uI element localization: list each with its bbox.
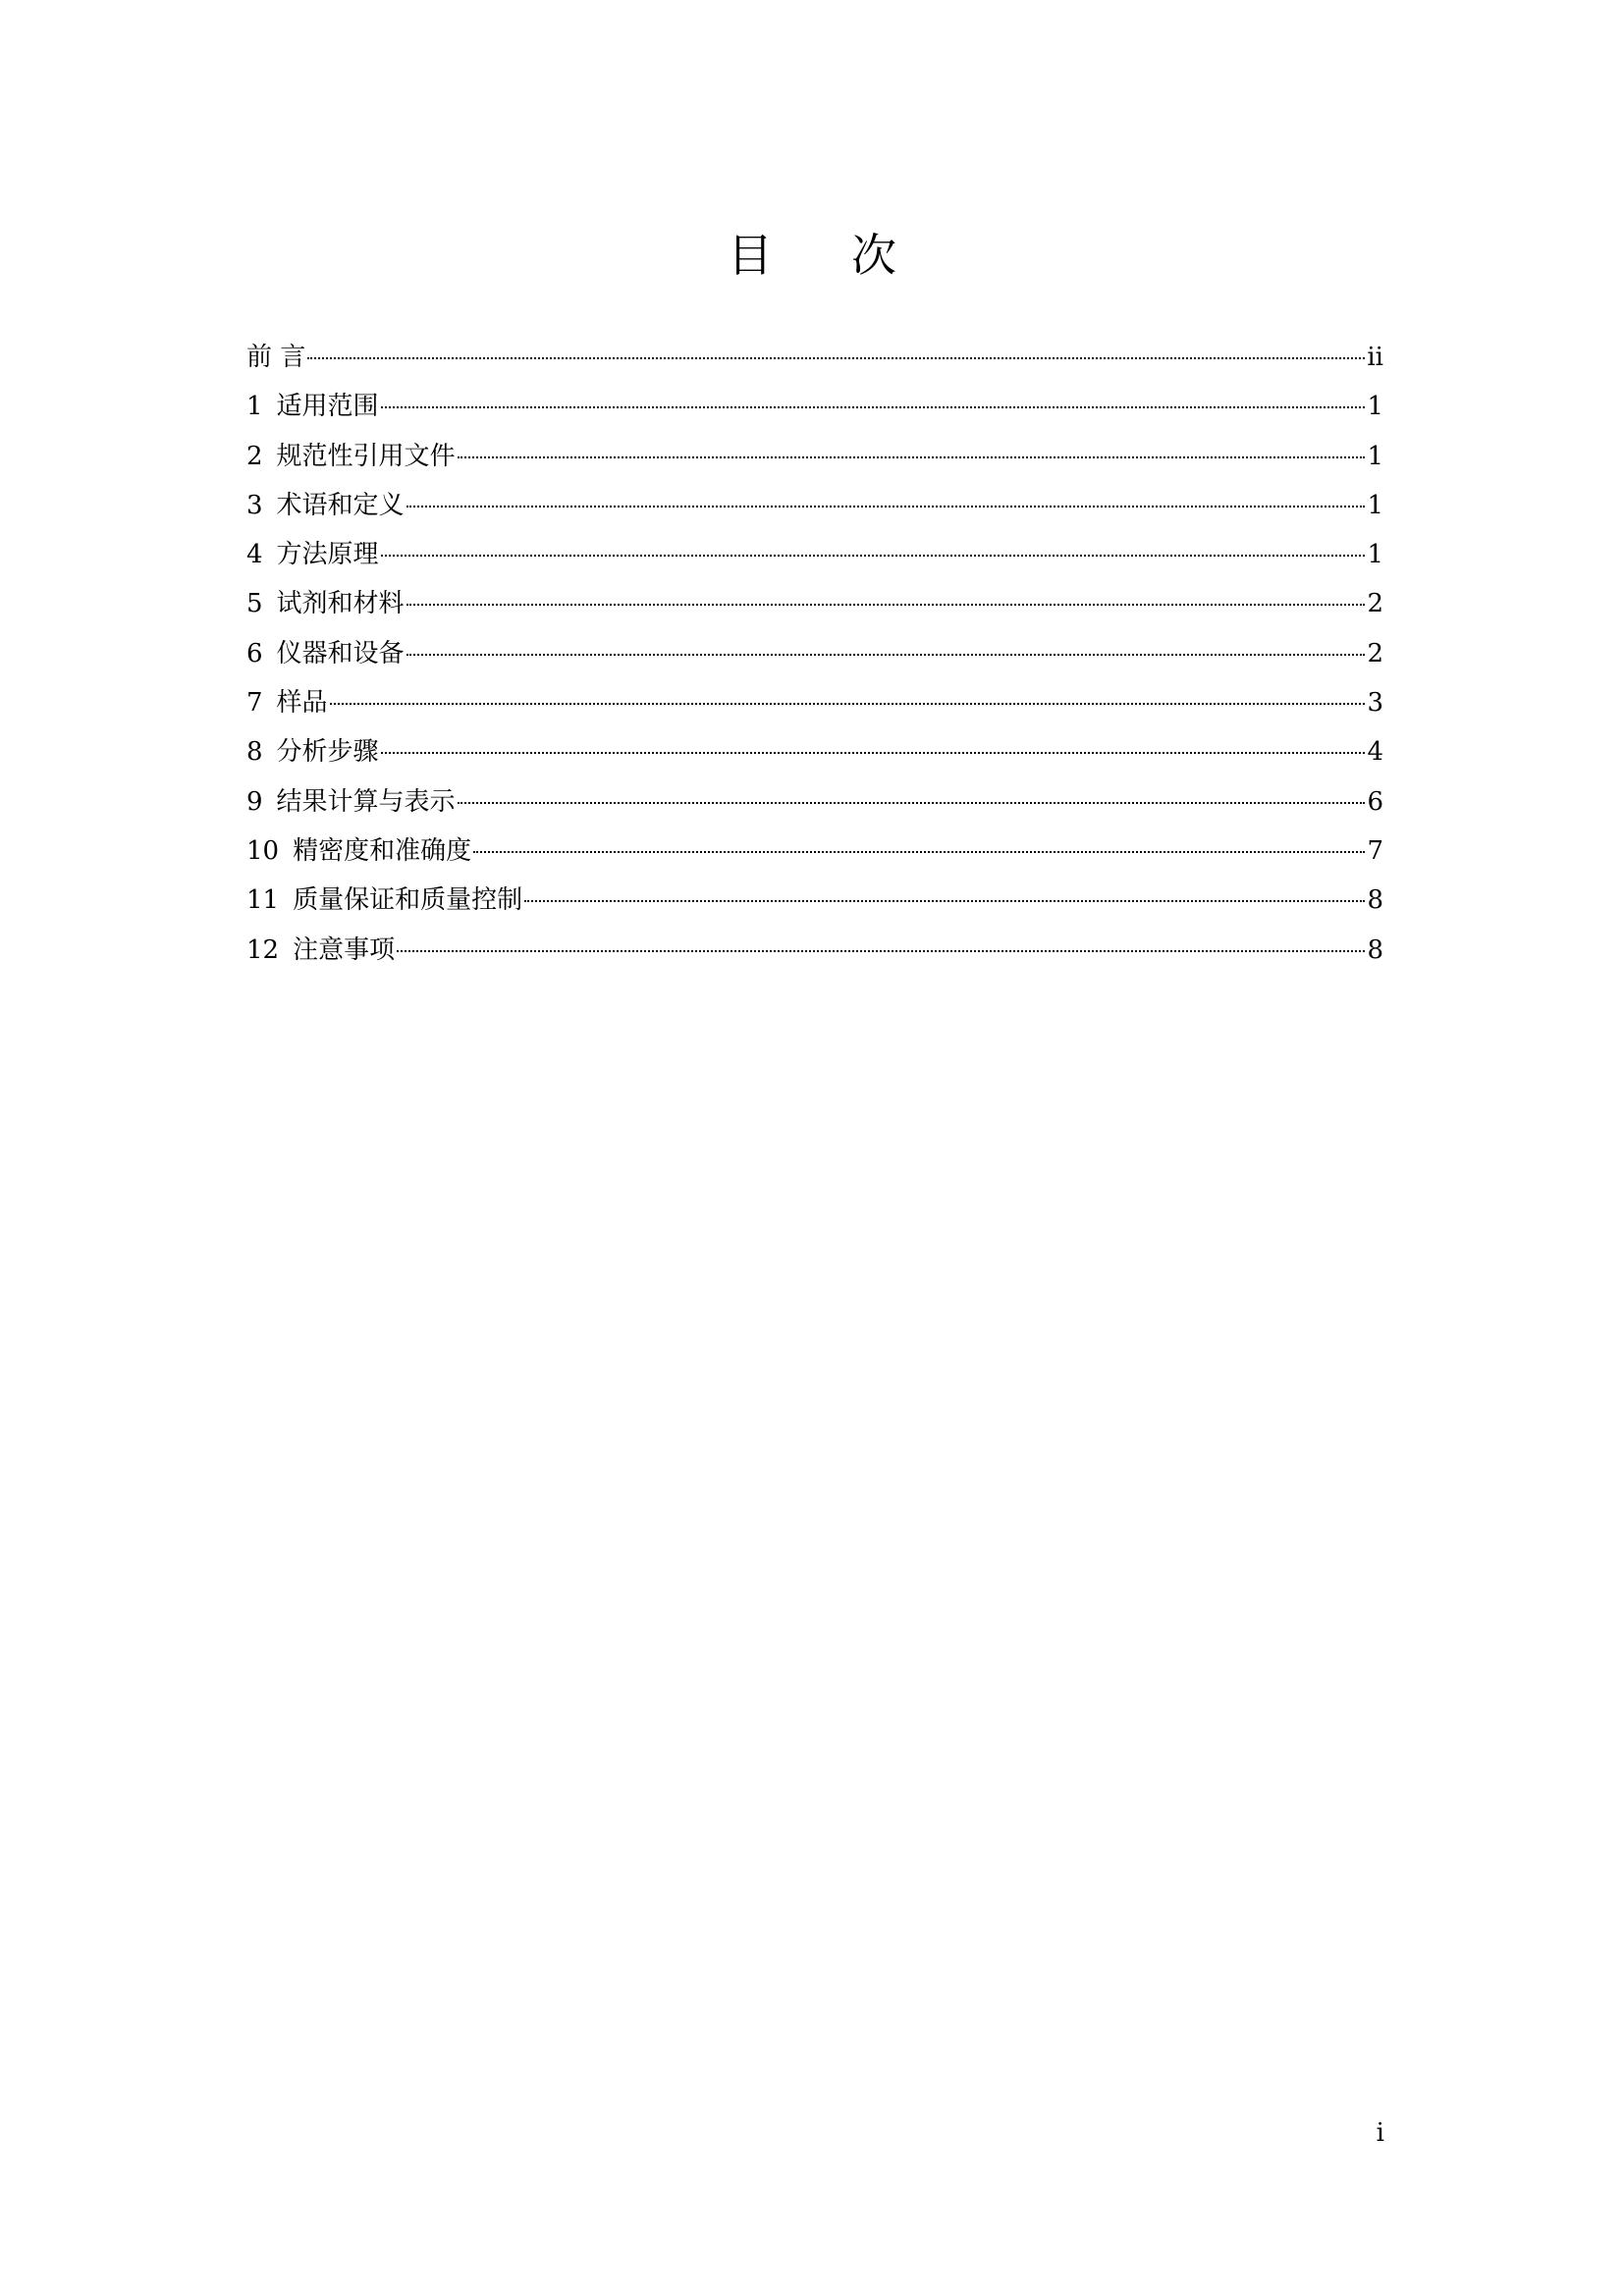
- toc-entry-number: 8: [246, 737, 263, 768]
- toc-entry-title: 规范性引用文件: [276, 441, 456, 471]
- toc-entry-page: 2: [1367, 638, 1383, 668]
- toc-entry-page: 6: [1367, 786, 1383, 817]
- toc-entry-number: 12: [246, 934, 280, 965]
- toc-entry-number: 11: [246, 885, 280, 916]
- toc-entry-6[interactable]: [246, 629, 1383, 678]
- toc-entry-title: 术语和定义: [276, 490, 405, 520]
- toc-entry-title: 精密度和准确度: [293, 835, 472, 866]
- toc-entry-number: 7: [246, 688, 263, 719]
- dot-leader: [406, 654, 1366, 656]
- dot-leader: [473, 851, 1365, 853]
- page-title: [0, 226, 1624, 285]
- dot-leader: [381, 406, 1366, 408]
- toc-entry-number: 9: [246, 786, 263, 817]
- toc-entry-title: 前 言: [246, 343, 306, 372]
- page-title-part2: 次: [851, 229, 896, 282]
- dot-leader: [330, 703, 1366, 705]
- toc-entry-page: 1: [1367, 490, 1383, 520]
- toc-entry-page: 1: [1367, 540, 1383, 570]
- toc-entry-11[interactable]: [246, 876, 1383, 925]
- toc-entry-page: 7: [1367, 835, 1383, 866]
- toc-entry-page: 8: [1367, 934, 1383, 965]
- toc-entry-7[interactable]: [246, 678, 1383, 727]
- dot-leader: [381, 752, 1366, 754]
- toc-entry-number: 1: [246, 392, 263, 422]
- toc-entry-page: ii: [1367, 343, 1383, 372]
- dot-leader: [458, 456, 1366, 458]
- toc-entry-foreword[interactable]: [246, 333, 1383, 382]
- toc-entry-5[interactable]: [246, 579, 1383, 628]
- dot-leader: [307, 357, 1365, 359]
- toc-entry-number: 2: [246, 441, 263, 471]
- toc-entry-1[interactable]: [246, 382, 1383, 431]
- toc-entry-title: 仪器和设备: [276, 638, 405, 668]
- toc-entry-title: 注意事项: [293, 934, 396, 965]
- toc-entry-9[interactable]: [246, 777, 1383, 827]
- table-of-contents: [246, 333, 1383, 975]
- toc-entry-page: 1: [1367, 392, 1383, 422]
- toc-entry-title: 分析步骤: [276, 737, 379, 768]
- page-title-part1: 目: [728, 229, 773, 282]
- toc-entry-title: 质量保证和质量控制: [293, 885, 523, 916]
- dot-leader: [406, 604, 1366, 606]
- toc-entry-12[interactable]: [246, 926, 1383, 975]
- toc-entry-3[interactable]: [246, 481, 1383, 530]
- toc-entry-title: 结果计算与表示: [276, 786, 456, 817]
- toc-entry-page: 1: [1367, 441, 1383, 471]
- toc-entry-number: 3: [246, 490, 263, 520]
- footer-page-number: i: [1376, 2118, 1384, 2148]
- toc-entry-page: 2: [1367, 589, 1383, 619]
- toc-entry-title: 试剂和材料: [276, 589, 405, 619]
- toc-entry-title: 方法原理: [276, 540, 379, 570]
- toc-entry-title: 样品: [276, 688, 328, 719]
- toc-entry-title: 适用范围: [276, 392, 379, 422]
- toc-entry-page: 3: [1367, 688, 1383, 719]
- toc-entry-8[interactable]: [246, 727, 1383, 776]
- toc-entry-10[interactable]: [246, 827, 1383, 876]
- toc-entry-page: 8: [1367, 885, 1383, 916]
- dot-leader: [406, 506, 1366, 507]
- dot-leader: [397, 950, 1365, 952]
- toc-entry-4[interactable]: [246, 530, 1383, 579]
- toc-entry-number: 10: [246, 835, 280, 866]
- toc-entry-number: 6: [246, 638, 263, 668]
- dot-leader: [381, 555, 1366, 557]
- toc-entry-number: 4: [246, 540, 263, 570]
- dot-leader: [458, 802, 1366, 804]
- toc-entry-page: 4: [1367, 737, 1383, 768]
- toc-entry-2[interactable]: [246, 432, 1383, 481]
- toc-entry-number: 5: [246, 589, 263, 619]
- dot-leader: [524, 900, 1365, 902]
